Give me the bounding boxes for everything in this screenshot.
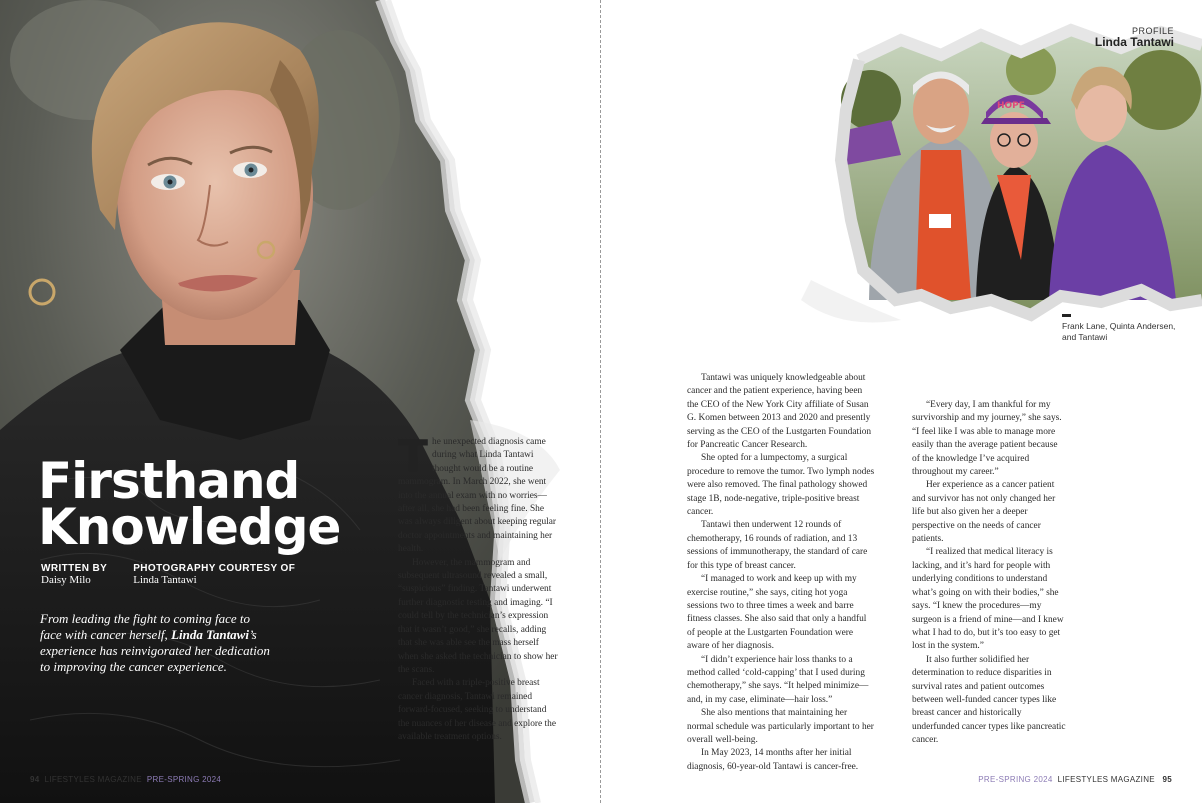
- body-column-3: [912, 399, 1066, 748]
- photo-label: PHOTOGRAPHY COURTESY OF: [133, 563, 296, 574]
- page-number: 94: [30, 775, 40, 784]
- section-label: PROFILE: [1131, 26, 1174, 36]
- paragraph: Her experience as a cancer patient and survivor has not only changed her life but also given her a deeper perspective on the needs of cancer patients.: [912, 480, 1056, 545]
- paragraph: She opted for a lumpectomy, a surgical procedure to remove the tumor. Two lymph nodes were also removed. The final pathology showed stage 1B, node-negative, triple-positive breast cancer.: [687, 453, 875, 518]
- title-line-1: Firsthand: [38, 452, 300, 510]
- right-page: [601, 0, 1202, 803]
- paragraph-text: he unexpected diagnosis came during what Linda Tantawi thought would be a routine mammogram. In March 2022, she went into the annual exam with no worries—after all, she had been feeling fine. She was always diligent about keeping regular doctor appointments and maintaining her health.: [398, 437, 557, 555]
- paragraph: “Every day, I am thankful for my survivorship and my journey,” she says. “I feel like I was able to manage more easily than the average patient because of the knowledge I’ve acquired throughout my career.”: [912, 400, 1062, 478]
- paragraph: In May 2023, 14 months after her initial diagnosis, 60-year-old Tantawi is cancer-free.: [687, 748, 859, 772]
- paragraph: She also mentions that maintaining her normal schedule was particularly important to her overall well-being.: [687, 708, 874, 745]
- magazine-name: LIFESTYLES MAGAZINE: [44, 775, 142, 784]
- body-column-2: [687, 372, 875, 774]
- photo-caption: Frank Lane, Quinta Andersen, and Tantawi: [1062, 321, 1176, 342]
- right-folio: [978, 775, 1172, 784]
- paragraph: “I realized that medical literacy is lacking, and it’s hard for people with underlying conditions to understand what’s going on with their bodies,” she says. “I knew the procedures—my surgeon is a friend of mine—and I knew what I had to do, but it’s too easy to get lost in the system.”: [912, 547, 1064, 652]
- paragraph: It also further solidified her determination to reduce disparities in survival rates and patient outcomes between well-funded cancer types like breast cancer and historically underfunded cancer types like pancreatic cancer.: [912, 654, 1066, 746]
- writer-label: WRITTEN BY: [41, 563, 108, 574]
- body-column-1: [398, 431, 558, 744]
- title-line-2: Knowledge: [38, 498, 341, 556]
- magazine-name: LIFESTYLES MAGAZINE: [1057, 775, 1155, 784]
- drop-cap: T: [398, 431, 429, 482]
- paragraph: Tantawi then underwent 12 rounds of chemotherapy, 16 rounds of radiation, and 13 sessions of immunotherapy, the standard of care for this type of breast cancer.: [687, 520, 868, 571]
- paragraph: However, the mammogram and subsequent ultrasound revealed a small, “suspicious” finding. Tantawi underwent further diagnostic testing and imaging. “I could tell by the technician’s expression that it wasn’t good,” she recalls, adding that she was able see the mass herself when she asked the technician to show her the scans.: [398, 557, 558, 675]
- issue-name: PRE-SPRING 2024: [978, 775, 1053, 784]
- photo-credit: [133, 563, 295, 586]
- byline: [41, 563, 295, 586]
- left-page: [0, 0, 600, 803]
- writer-credit: [41, 563, 107, 586]
- section-name: Linda Tantawi: [1094, 35, 1174, 49]
- deck-after: ’s experience has reinvigorated her dedication to improving the cancer experience.: [40, 627, 270, 674]
- page-number: 95: [1162, 775, 1172, 784]
- caption-rule: [1062, 314, 1071, 317]
- paragraph: “I managed to work and keep up with my exercise routine,” she says, citing hot yoga sessions two to three times a week and barre fitness classes. She also said that only a handful of people at the Lustgarten Foundation were aware of her diagnosis.: [687, 574, 867, 652]
- paragraph: “I didn’t experience hair loss thanks to a method called ‘cold-capping’ that I used during chemotherapy,” she says. “It helped minimize—and, in my case, eliminate—hair loss.”: [687, 654, 869, 705]
- paragraph: Tantawi was uniquely knowledgeable about cancer and the patient experience, having been the CEO of the New York City affiliate of Susan G. Komen between 2013 and 2020 and presently serving as the CEO of the Lustgarten Foundation for Pancreatic Cancer Research.: [687, 373, 872, 451]
- hat-text: HOPE: [997, 101, 1025, 111]
- deck-before: From leading the fight to coming face to face with cancer herself,: [40, 611, 251, 642]
- paragraph: [398, 431, 558, 557]
- writer-name: Daisy Milo: [41, 574, 91, 586]
- article-title: [38, 452, 341, 556]
- issue-name: PRE-SPRING 2024: [146, 775, 222, 784]
- photo-name: Linda Tantawi: [133, 574, 197, 586]
- deck-name: Linda Tantawi: [171, 627, 249, 642]
- left-folio: [30, 775, 221, 784]
- paragraph: Faced with a triple-positive breast cancer diagnosis, Tantawi remained forward-focused, seeking to understand the nuances of her disease and explore the available treatment options.: [398, 678, 557, 742]
- article-deck: [40, 611, 270, 675]
- section-header: [1095, 26, 1174, 49]
